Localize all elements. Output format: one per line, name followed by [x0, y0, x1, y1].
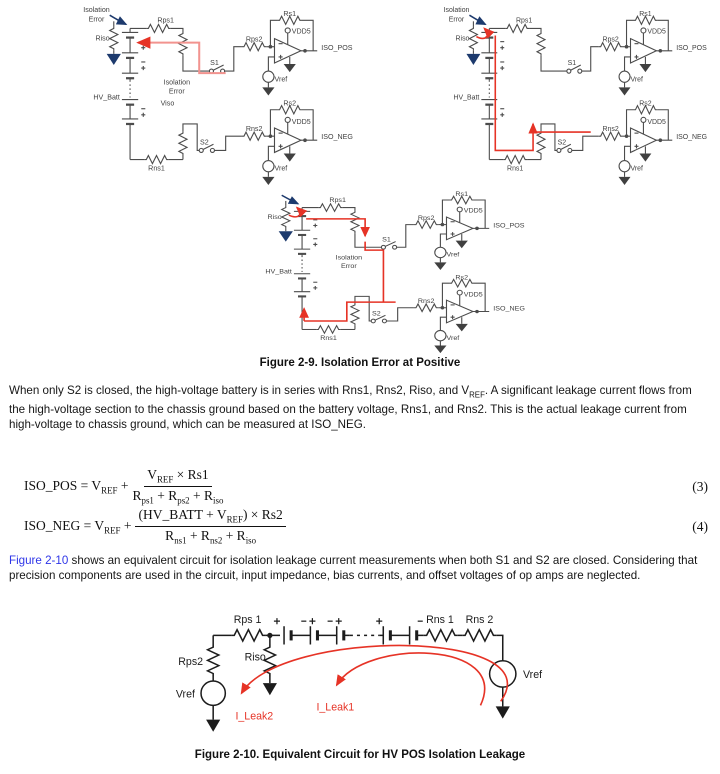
label-iso-neg: ISO_NEG: [493, 305, 525, 313]
chassis-arrow-icon: [466, 54, 480, 65]
label-vdd5: VDD5: [463, 291, 483, 299]
eq-sub: iso: [213, 496, 224, 507]
eq-text: (HV_BATT + V: [138, 507, 227, 522]
ground-arrow-icon: [206, 720, 220, 732]
figure-2-9-circuit-s2-closed: [370, 2, 718, 187]
label-riso: Riso: [267, 214, 282, 221]
label-rns1: Rns1: [320, 335, 337, 342]
label-riso: Riso: [95, 34, 110, 43]
schematic-labels: [83, 6, 353, 173]
label-isolation-error-inner: Isolation: [163, 78, 191, 87]
paragraph-text: . A significant leakage current flows from the high-voltage section to the chassis ground based on the battery voltage, Rns1, and Rns2. This is the actual leakage current from high-voltage to chassis ground, which can be measured at ISO_NEG.: [9, 384, 692, 432]
leakage-path-highlight: [304, 302, 396, 321]
figure-2-9-circuit-s1-closed: [8, 2, 364, 187]
figure-2-9-circuit-both-closed: [180, 183, 536, 355]
label-s2: S2: [557, 139, 567, 147]
ground-arrow-icon: [263, 683, 277, 695]
eq-text: +: [120, 518, 132, 534]
equation-number: (4): [692, 518, 708, 534]
figure-2-10-caption: Figure 2-10. Equivalent Circuit for HV POS Isolation Leakage: [194, 749, 526, 761]
isolation-error-arrow-icon: [110, 15, 126, 24]
eq-text: + R: [189, 488, 213, 504]
figure-2-10-link[interactable]: Figure 2-10: [9, 554, 69, 567]
label-vref-left: Vref: [175, 688, 195, 701]
label-s1: S1: [567, 59, 577, 68]
subscript: REF: [469, 390, 485, 400]
fraction-numerator: [135, 507, 285, 527]
eq-sub: ps1: [141, 496, 154, 507]
eq-text: + R: [153, 488, 178, 504]
label-s1: S1: [210, 59, 219, 68]
label-vdd5: VDD5: [647, 118, 666, 126]
i-leak2-current-arrow: [242, 645, 508, 701]
opamp-iso-neg-symbol: [434, 279, 489, 353]
label-vref: Vref: [446, 335, 460, 342]
label-isolation-error: Error: [88, 15, 105, 24]
leakage-loop-arrow: [289, 208, 300, 217]
eq-sub: REF: [104, 525, 121, 536]
label-viso: Viso: [160, 99, 175, 108]
equation-body: [24, 518, 131, 536]
eq-sub: REF: [226, 514, 243, 525]
label-vref: Vref: [446, 251, 460, 259]
battery-symbol: [294, 211, 317, 329]
label-iso-pos: ISO_POS: [321, 43, 353, 52]
label-s1: S1: [382, 236, 391, 244]
equation-3: [24, 467, 708, 507]
label-rs1: Rs1: [455, 191, 469, 199]
eq-sub: iso: [245, 536, 257, 547]
equation-fraction: [135, 507, 285, 547]
chassis-arrow-icon: [279, 231, 293, 241]
eq-text: R: [132, 488, 142, 504]
label-rs2: Rs2: [455, 274, 469, 282]
equation-body: [24, 478, 128, 496]
eq-text: + R: [222, 528, 246, 544]
label-isolation-error: Isolation: [83, 6, 110, 15]
label-iso-neg: ISO_NEG: [676, 134, 708, 142]
label-rns2: Rns2: [602, 126, 619, 134]
label-isolation-error-inner: Isolation: [335, 254, 363, 262]
label-riso: Riso: [244, 651, 266, 664]
opamp-iso-neg-symbol: [619, 106, 673, 185]
eq-sub: ns1: [174, 536, 187, 547]
fraction-denominator: [165, 527, 256, 546]
eq-text: ISO_NEG = V: [24, 518, 105, 534]
label-i-leak1: I_Leak1: [316, 701, 355, 714]
label-s2: S2: [371, 310, 381, 318]
label-iso-pos: ISO_POS: [676, 44, 707, 52]
eq-sub: ns2: [209, 536, 223, 547]
ground-arrow-icon: [496, 706, 510, 718]
label-rps1: Rps1: [157, 16, 174, 25]
label-rs2: Rs2: [639, 100, 652, 108]
label-rps2: Rps2: [245, 35, 263, 44]
eq-text: × Rs1: [173, 467, 209, 482]
label-riso: Riso: [455, 35, 470, 43]
equation-4: [24, 507, 708, 547]
eq-sub: REF: [156, 474, 174, 485]
label-vref: Vref: [630, 165, 643, 173]
fraction-numerator: [144, 467, 211, 487]
label-s2: S2: [199, 138, 209, 147]
label-hv-batt: HV_Batt: [453, 94, 480, 102]
equation-number: (3): [692, 478, 708, 494]
eq-text: V: [147, 467, 157, 482]
figure-2-10-equivalent-circuit: [118, 610, 604, 747]
label-isolation-error: Isolation: [443, 7, 470, 15]
label-vref: Vref: [630, 76, 643, 84]
label-hv-batt: HV_Batt: [93, 93, 120, 102]
eq-sub: REF: [101, 485, 118, 496]
label-rps2: Rps2: [417, 215, 435, 222]
leakage-path-highlight: [495, 36, 533, 151]
label-iso-pos: ISO_POS: [493, 222, 525, 230]
label-rs1: Rs1: [283, 10, 297, 19]
label-isolation-error-inner: Error: [340, 263, 357, 270]
label-isolation-error-inner: Error: [168, 87, 185, 96]
schematic-labels: [176, 614, 542, 722]
chassis-arrow-icon: [107, 54, 121, 65]
label-vdd5: VDD5: [291, 117, 311, 126]
i-leak1-current-arrow: [337, 653, 485, 705]
label-vdd5: VDD5: [647, 28, 666, 36]
battery-symbol: [122, 32, 145, 159]
label-rns1: Rns1: [148, 164, 165, 173]
label-rps1: Rps1: [516, 17, 533, 25]
eq-text: + R: [186, 528, 210, 544]
leakage-path-highlight: [365, 242, 383, 302]
paragraph-text: shows an equivalent circuit for isolation leakage current measurements when both S1 and S2 are closed. Considering that precision components are used in the circuit, input impedance, bias currents, and offset voltages of op amps are neglected.: [9, 554, 698, 582]
paragraph-text: When only S2 is closed, the high-voltage battery is in series with Rns1, Rns2, Riso, and V: [9, 384, 470, 397]
equation-fraction: [132, 467, 223, 507]
label-hv-batt: HV_Batt: [265, 268, 292, 276]
label-rs1: Rs1: [639, 11, 652, 19]
eq-text: R: [165, 528, 175, 544]
figure-2-9-caption: Figure 2-9. Isolation Error at Positive: [259, 357, 461, 369]
eq-text: ISO_POS = V: [24, 478, 102, 494]
eq-text: ) × Rs2: [242, 507, 283, 522]
label-rns-2: Rns 2: [465, 614, 494, 627]
label-vref-right: Vref: [523, 668, 543, 681]
label-rns2: Rns2: [417, 298, 435, 305]
label-rps1: Rps1: [329, 197, 346, 204]
label-rns2: Rns2: [245, 125, 263, 134]
label-isolation-error: Error: [448, 16, 465, 24]
isolation-error-arrow-icon: [282, 195, 298, 204]
label-vref: Vref: [274, 164, 288, 173]
label-rns1: Rns1: [507, 165, 524, 173]
label-rps2: Rps2: [602, 36, 619, 44]
label-vdd5: VDD5: [291, 27, 311, 36]
eq-sub: ps2: [177, 496, 190, 507]
label-vdd5: VDD5: [463, 207, 483, 215]
paragraph-1: [9, 383, 709, 432]
label-rs2: Rs2: [283, 99, 297, 108]
label-iso-neg: ISO_NEG: [321, 133, 353, 142]
battery-symbol: [481, 32, 504, 159]
leakage-path-highlight: [138, 43, 225, 73]
label-rns-1: Rns 1: [426, 614, 454, 627]
leakage-loop-arrow: [476, 28, 487, 38]
eq-text: +: [117, 478, 129, 494]
label-rps2: Rps2: [178, 655, 204, 668]
label-i-leak2: I_Leak2: [235, 710, 274, 723]
fraction-denominator: [132, 487, 223, 506]
isolation-error-arrow-icon: [469, 15, 485, 24]
label-vref: Vref: [274, 75, 288, 84]
label-rps-1: Rps 1: [233, 614, 262, 627]
paragraph-2: [9, 553, 709, 583]
